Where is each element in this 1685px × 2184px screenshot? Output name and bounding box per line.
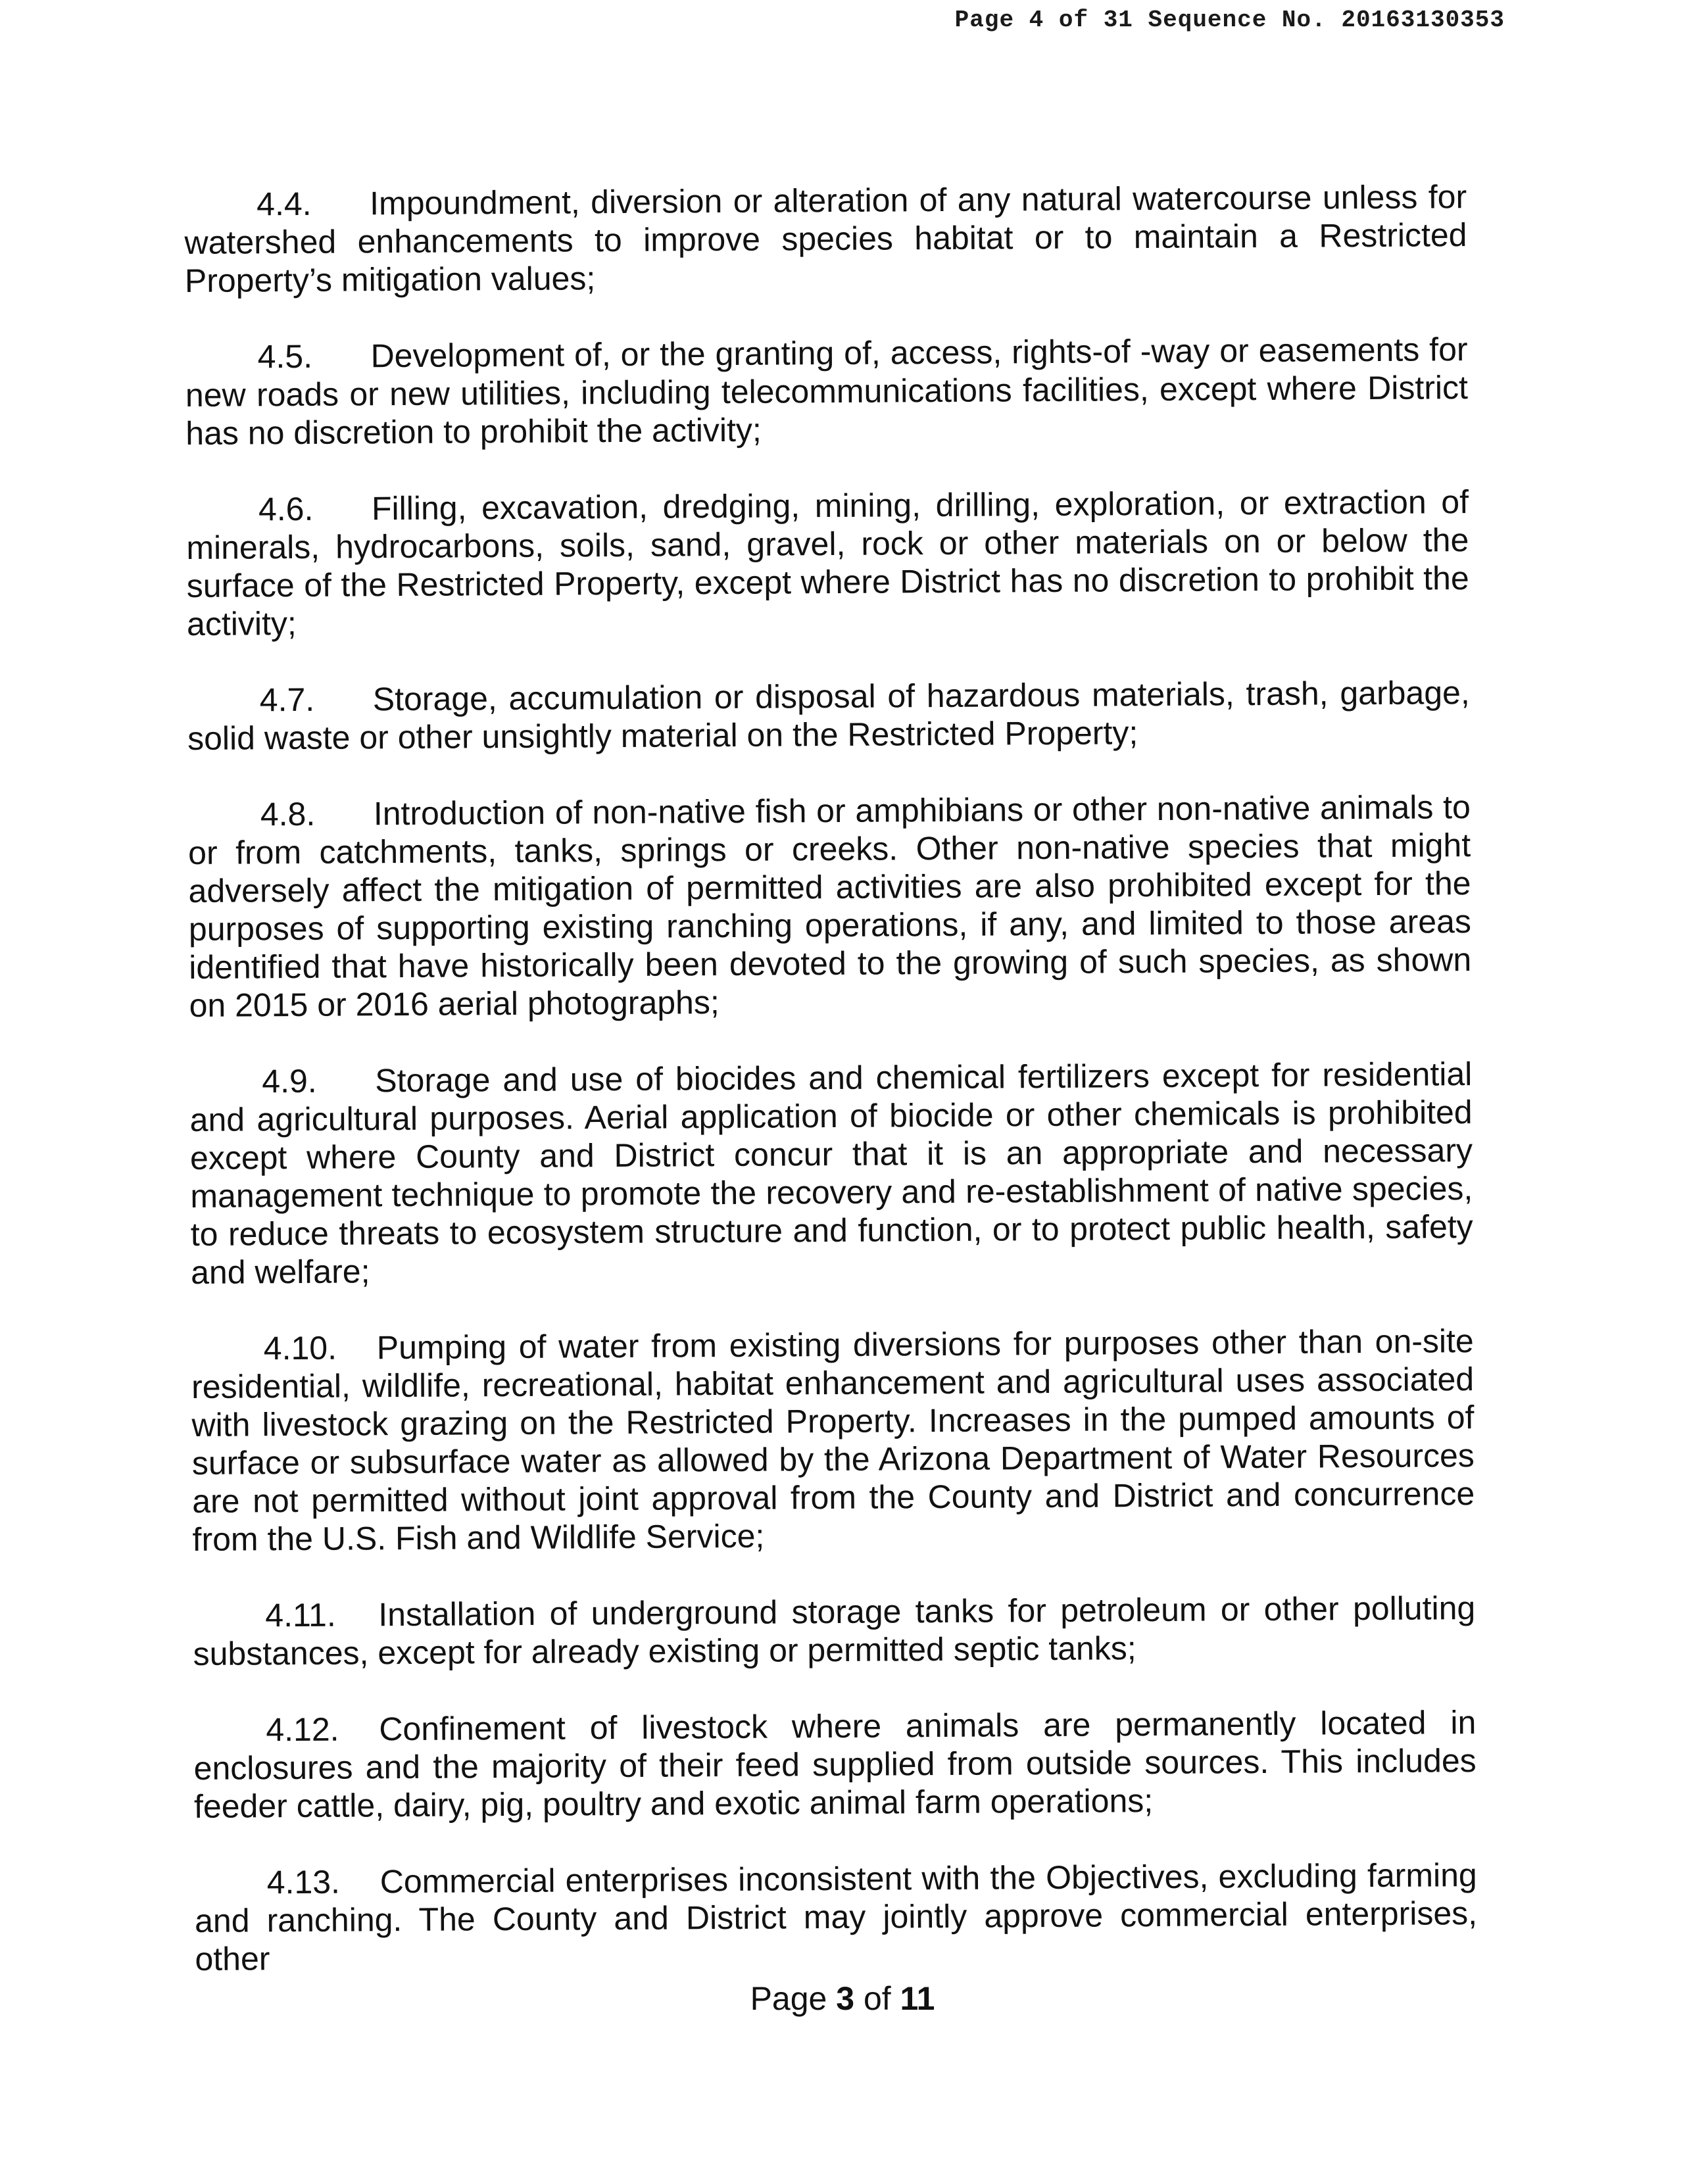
paragraph-text: Introduction of non-native fish or amphibians or other non-native animals to or from catchments, tanks, springs or creeks. Other non-native species that might adversely affect the mitigation of permitted activities are also prohibited except for the purposes of supporting existing ranching operations, if any, and limited to those areas identified that have historically been devoted to the growing of such species, as shown on 2015 or 2016 aerial photographs; (188, 789, 1472, 1024)
paragraph-number: 4.8. (260, 795, 316, 833)
paragraph-4-10 (191, 1322, 1475, 1559)
paragraph-number: 4.13. (266, 1863, 341, 1901)
paragraph-number: 4.6. (258, 490, 314, 528)
paragraph-4-8 (188, 788, 1472, 1025)
paragraph-4-13 (195, 1856, 1478, 1978)
paragraph-text: Installation of underground storage tanks for petroleum or other polluting substances, except for already existing or permitted septic tanks; (193, 1589, 1476, 1672)
page-footer (0, 1979, 1685, 2018)
paragraph-text: Filling, excavation, dredging, mining, drilling, exploration, or extraction of minerals, hydrocarbons, soils, sand, gravel, rock or other materials on or below the surface of the Restricted Property, except where District has no discretion to prohibit the activity; (186, 483, 1469, 643)
paragraph-4-6 (186, 483, 1469, 643)
paragraph-4-12 (193, 1703, 1477, 1826)
paragraph-text: Commercial enterprises inconsistent with the Objectives, excluding farming and ranching. The County and District may jointly approve commercial enterprises, other (194, 1856, 1478, 1978)
sequence-stamp: Page 4 of 31 Sequence No. 20163130353 (954, 7, 1505, 34)
footer-current-page: 3 (836, 1980, 855, 2017)
paragraph-text: Pumping of water from existing diversions for purposes other than on-site residential, wildlife, recreational, habitat enhancement and agricultural uses associated with livestock grazing on the Restricted Property. Increases in the pumped amounts of surface or subsurface water as allowed by the Arizona Department of Water Resources are not permitted without joint approval from the County and District and concurrence from the U.S. Fish and Wildlife Service; (191, 1323, 1475, 1558)
footer-total-pages: 11 (900, 1980, 935, 2017)
paragraph-number: 4.4. (256, 185, 312, 223)
paragraph-number: 4.12. (266, 1711, 339, 1749)
paragraph-text: Development of, or the granting of, access, rights-of -way or easements for new roads or new utilities, including telecommunications facilities, except where District has no discretion to prohibit the activity; (185, 331, 1469, 452)
paragraph-4-9 (189, 1055, 1473, 1292)
paragraph-4-5 (185, 330, 1468, 452)
paragraph-text: Storage, accumulation or disposal of hazardous materials, trash, garbage, solid waste or other unsightly material on the Restricted Property; (187, 674, 1470, 757)
paragraph-number: 4.10. (263, 1329, 337, 1367)
paragraph-number: 4.5. (257, 337, 313, 376)
paragraph-4-7 (187, 673, 1471, 758)
paragraph-4-11 (193, 1589, 1476, 1673)
paragraph-number: 4.7. (259, 681, 315, 719)
paragraph-number: 4.11. (265, 1596, 336, 1634)
paragraph-4-4 (184, 178, 1467, 300)
document-body (184, 178, 1478, 2016)
paragraph-text: Confinement of livestock where animals are permanently located in enclosures and the majority of their feed supplied from outside sources. This includes feeder cattle, dairy, pig, poultry and exotic animal farm operations; (193, 1704, 1477, 1825)
footer-prefix: Page (750, 1980, 837, 2017)
paragraph-text: Storage and use of biocides and chemical fertilizers except for residential and agricultural purposes. Aerial application of biocide or other chemicals is prohibited except where County and District concur that it is an appropriate and necessary management technique to promote the recovery and re-establishment of native species, to reduce threats to ecosystem structure and function, or to protect public health, safety and welfare; (189, 1056, 1473, 1291)
paragraph-number: 4.9. (262, 1062, 317, 1100)
footer-middle: of (854, 1980, 900, 2017)
paragraph-text: Impoundment, diversion or alteration of any natural watercourse unless for watershed enhancements to improve species habitat or to maintain a Restricted Property’s mitigation values; (184, 178, 1467, 299)
